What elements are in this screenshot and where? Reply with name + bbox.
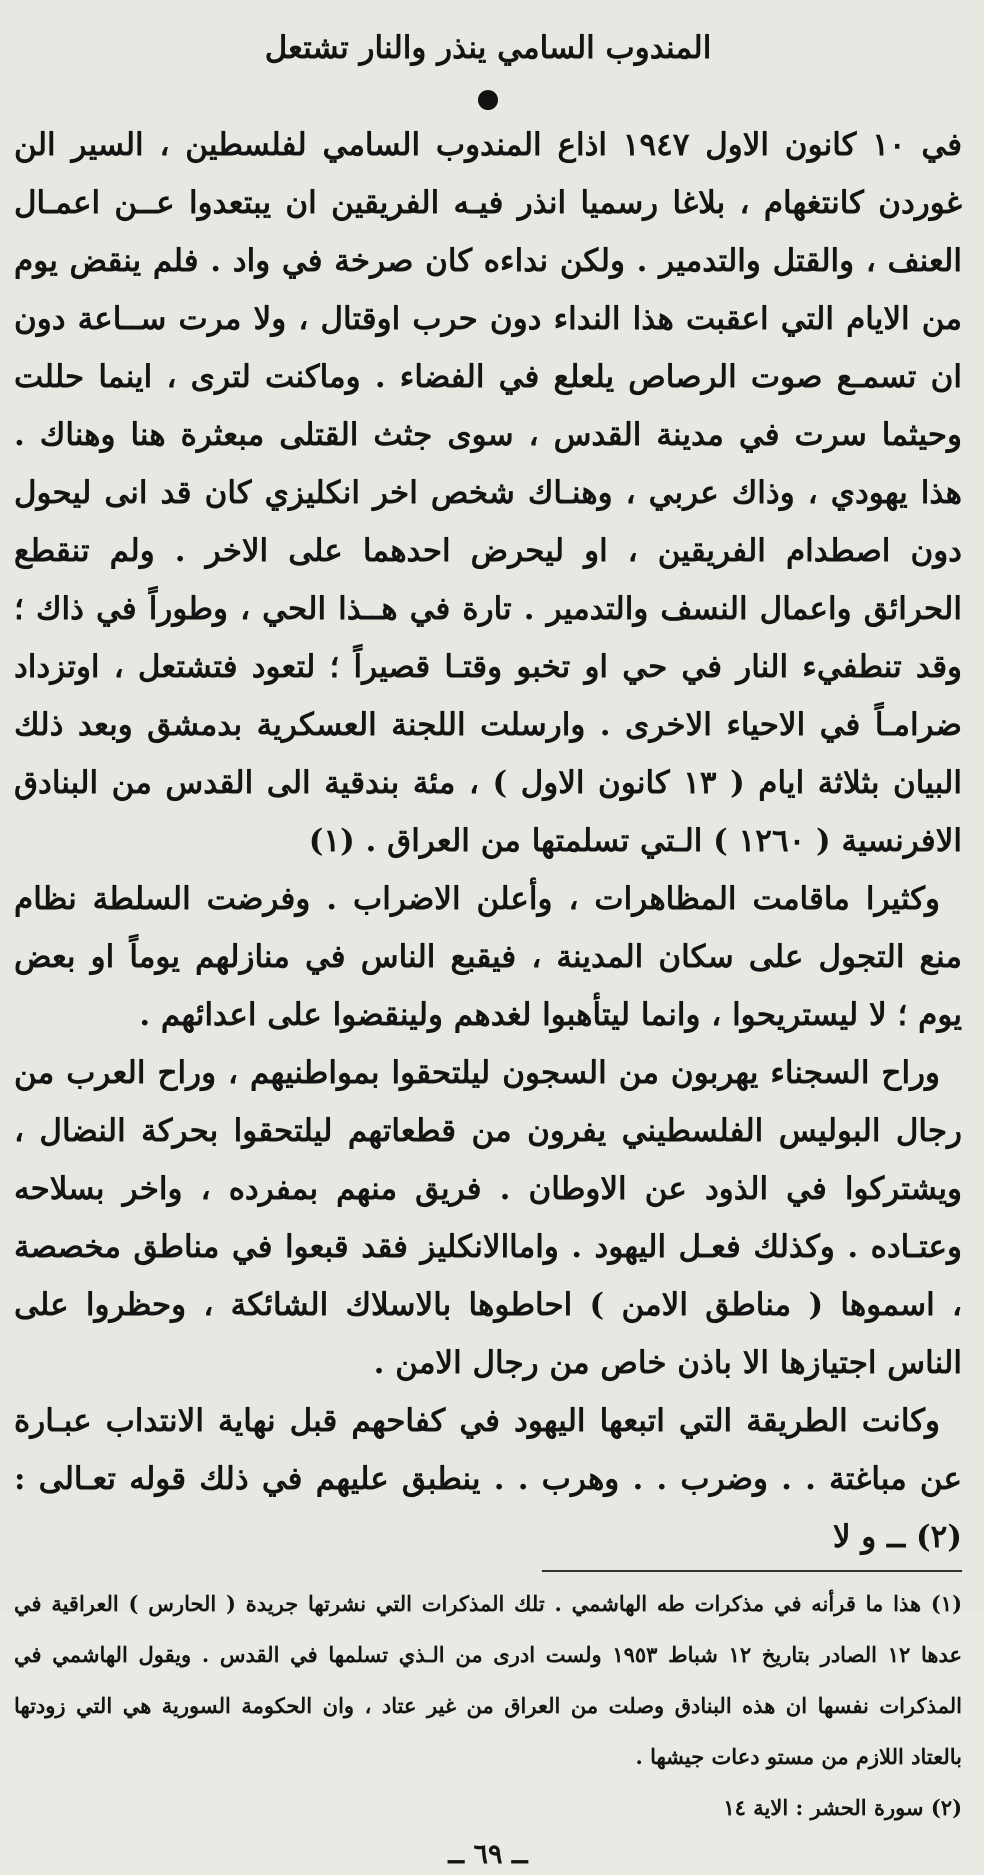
chapter-title: المندوب السامي ينذر والنار تشتعل bbox=[264, 30, 712, 66]
footnote-separator bbox=[542, 1570, 962, 1572]
title-ornament-dot bbox=[478, 90, 498, 110]
paragraph-1: في ١٠ كانون الاول ١٩٤٧ اذاع المندوب السامي لفلسطين ، السير الن غوردن كانتغهام ، بلاغا رسميا انذر فيـه الفريقين ان يبتعدوا عــن اعمـال العنف ، والقتل والتدمير . ولكن نداءه كان صرخة في واد . فلم ينقض يوم من الايام التي اعقبت هذا النداء دون حرب اوقتال ، ولا مرت ســاعة دون ان تسمـع صوت الرصاص يلعلع في الفضاء . وماكنت لترى ، اينما حللت وحيثما سرت في مدينة القدس ، سوى جثث القتلى مبعثرة هنا وهناك . هذا يهودي ، وذاك عربي ، وهنـاك شخص اخر انكليزي كان قد انى ليحول دون اصطدام الفريقين ، او ليحرض احدهما على الاخر . ولم تنقطع الحرائق واعمال النسف والتدمير . تارة في هــذا الحي ، وطوراً في ذاك ؛ وقد تنطفيء النار في حي او تخبو وقتـا قصيراً ؛ لتعود فتشتعل ، اوتزداد ضرامـاً في الاحياء الاخرى . وارسلت اللجنة العسكرية بدمشق وبعد ذلك البيان بثلاثة ايام ( ١٣ كانون الاول ) ، مئة بندقية الى القدس من البنادق الافرنسية ( ١٢٦٠ ) الـتي تسلمتها من العراق . (١) bbox=[14, 127, 963, 859]
footnote-2: (٢) سورة الحشر : الاية ١٤ bbox=[723, 1795, 962, 1820]
paragraph-2: وكثيرا ماقامت المظاهرات ، وأعلن الاضراب . وفرضت السلطة نظام منع التجول على سكان المدينة ، فيقبع الناس في منازلهم يوماً او بعض يوم ؛ لا ليستريحوا ، وانما ليتأهبوا لغدهم ولينقضوا على اعدائهم . bbox=[14, 881, 962, 1033]
page-number: ــ ٦٩ ــ bbox=[448, 1839, 528, 1870]
footnote-1: (١) هذا ما قرأنه في مذكرات طه الهاشمي . تلك المذكرات التي نشرتها جريدة ( الحارس ) العراقية في عدها ١٢ الصادر بتاريخ ١٢ شباط ١٩٥٣ ولست ادرى من الـذي تسلمها في القدس . ويقول الهاشمي في المذكرات نفسها ان هذه البنادق وصلت من العراق من غير عتاد ، وان الحكومة السورية هي التي زودتها بالعتاد اللازم من مستو دعات جيشها . bbox=[14, 1591, 963, 1769]
paragraph-3: وراح السجناء يهربون من السجون ليلتحقوا بمواطنيهم ، وراح العرب من رجال البوليس الفلسطيني يفرون من قطعاتهم ليلتحقوا بحركة النضال ، ويشتركوا في الذود عن الاوطان . فريق منهم بمفرده ، واخر بسلاحه وعتـاده . وكذلك فعـل اليهود . واماالانكليز فقد قبعوا في مناطق مخصصة ، اسموها ( مناطق الامن ) احاطوها بالاسلاك الشائكة ، وحظروا على الناس اجتيازها الا باذن خاص من رجال الامن . bbox=[14, 1055, 962, 1381]
paragraph-4: وكانت الطريقة التي اتبعها اليهود في كفاحهم قبل نهاية الانتداب عبـارة عن مباغتة . . وضرب . . وهرب . . ينطبق عليهم في ذلك قوله تعـالى : (٢) ــ و لا bbox=[14, 1403, 962, 1555]
